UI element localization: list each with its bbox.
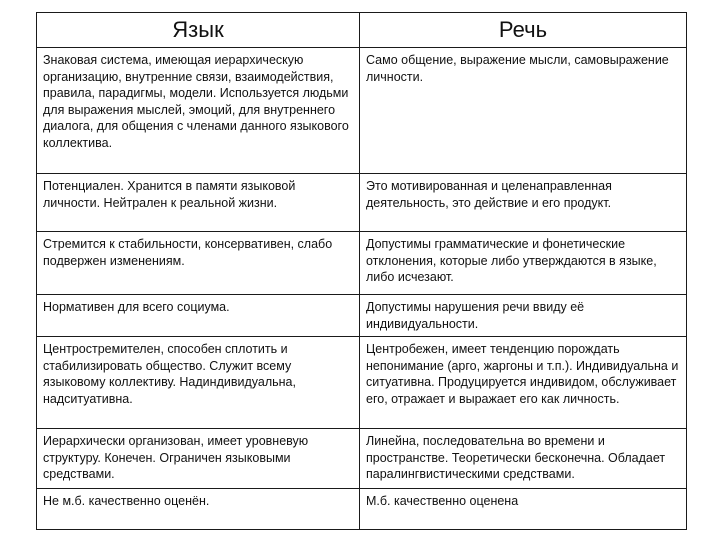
table-row: [37, 429, 687, 489]
speech-cell: Само общение, выражение мысли, самовыражение личности.: [360, 48, 687, 174]
language-cell: Центростремителен, способен сплотить и стабилизировать общество. Служит всему языковому коллективу. Надиндивидуальна, надситуативна.: [37, 337, 360, 429]
column-header-speech: Речь: [360, 13, 687, 48]
table-row: [37, 295, 687, 337]
speech-cell: Это мотивированная и целенаправленная деятельность, это действие и его продукт.: [360, 174, 687, 232]
table-body: [37, 48, 687, 530]
language-cell: Потенциален. Хранится в памяти языковой личности. Нейтрален к реальной жизни.: [37, 174, 360, 232]
table-row: [37, 232, 687, 295]
speech-cell: Линейна, последовательна во времени и пространстве. Теоретически бесконечна. Обладает паралингвистическими средствами.: [360, 429, 687, 489]
table-header: [37, 13, 687, 48]
language-cell: Нормативен для всего социума.: [37, 295, 360, 337]
language-cell: Стремится к стабильности, консервативен, слабо подвержен изменениям.: [37, 232, 360, 295]
header-row: [37, 13, 687, 48]
language-cell: Иерархически организован, имеет уровневую структуру. Конечен. Ограничен языковыми средствами.: [37, 429, 360, 489]
language-cell: Не м.б. качественно оценён.: [37, 489, 360, 530]
table-row: [37, 337, 687, 429]
table-row: [37, 174, 687, 232]
table-row: [37, 48, 687, 174]
column-header-language: Язык: [37, 13, 360, 48]
speech-cell: Допустимы нарушения речи ввиду её индивидуальности.: [360, 295, 687, 337]
speech-cell: М.б. качественно оценена: [360, 489, 687, 530]
speech-cell: Центробежен, имеет тенденцию порождать непонимание (арго, жаргоны и т.п.). Индивидуальна и ситуативна. Продуцируется индивидом, обслуживает его, отражает и выражает его как личность.: [360, 337, 687, 429]
comparison-table: [36, 12, 687, 530]
table-row: [37, 489, 687, 530]
speech-cell: Допустимы грамматические и фонетические отклонения, которые либо утверждаются в языке, либо исчезают.: [360, 232, 687, 295]
language-cell: Знаковая система, имеющая иерархическую организацию, внутренние связи, взаимодействия, правила, парадигмы, модели. Используется людьми для выражения мыслей, эмоций, для внутреннего диалога, для общения с членами данного языкового коллектива.: [37, 48, 360, 174]
